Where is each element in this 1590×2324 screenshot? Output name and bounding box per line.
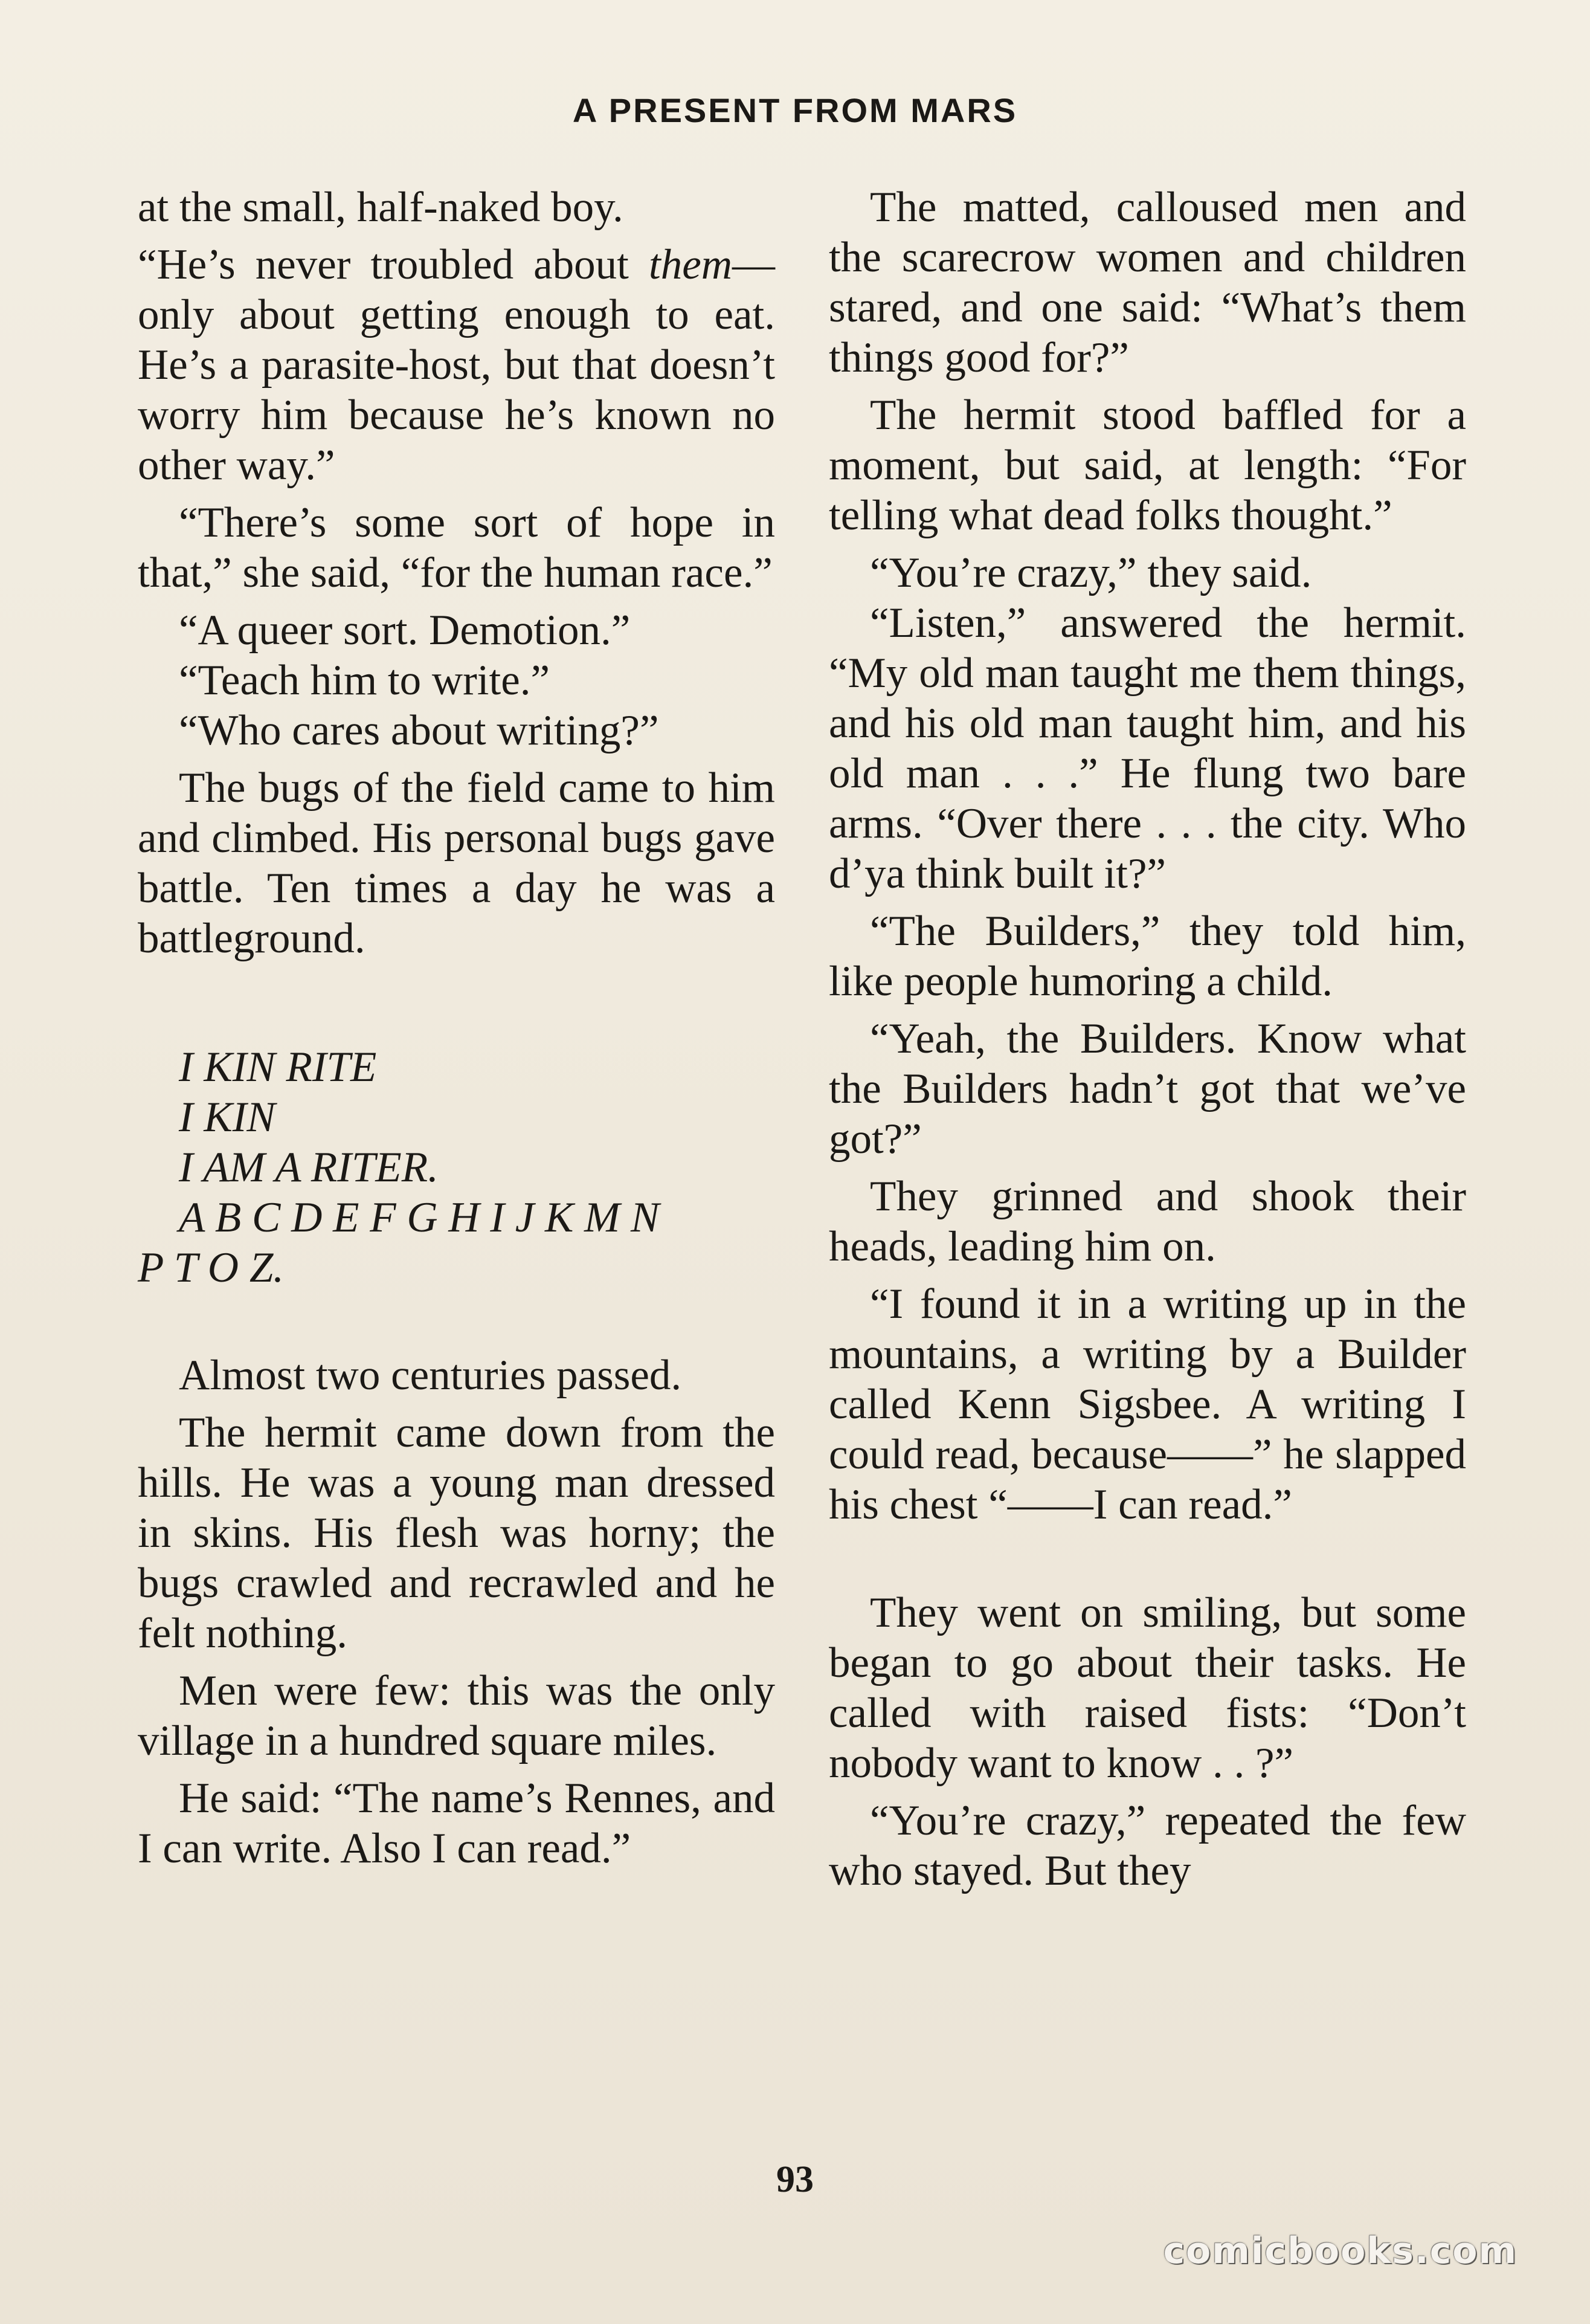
poem-line: A B C D E F G H I J K M N (179, 1194, 660, 1241)
paragraph (138, 240, 775, 491)
paragraph: “There’s some sort of hope in that,” she said, “for the human race.” (138, 499, 775, 596)
paragraph: The hermit came down from the hills. He was a young man dressed in skins. His flesh was horny; the bugs crawled and recrawled and he felt nothing. (138, 1409, 775, 1657)
paragraph: The bugs of the field came to him and climbed. His personal bugs gave battle. Ten times a day he was a battleground. (138, 764, 775, 962)
emphasis: them (648, 241, 732, 288)
paragraph: The hermit stood baffled for a moment, but said, at length: “For telling what dead folks thought.” (829, 392, 1466, 539)
paragraph: He said: “The name’s Rennes, and I can write. Also I can read.” (138, 1775, 775, 1872)
poem-line: I KIN RITE (179, 1044, 377, 1091)
paragraph: The matted, calloused men and the scarecrow women and children stared, and one said: “What’s them things good for?” (829, 184, 1466, 381)
running-head: A PRESENT FROM MARS (572, 91, 1018, 129)
watermark: comicbooks.com (1163, 2230, 1518, 2272)
right-column (829, 182, 1466, 1903)
paragraph: “Yeah, the Builders. Know what the Builders hadn’t got that we’ve got?” (829, 1015, 1466, 1163)
paragraph: Almost two centuries passed. (179, 1352, 682, 1399)
paragraph: “You’re crazy,” they said. (870, 549, 1312, 596)
poem (138, 1042, 775, 1293)
page-number: 93 (776, 2159, 814, 2200)
poem-line: I KIN (179, 1094, 275, 1141)
text-run: “He’s never troubled about (138, 241, 649, 288)
text-run: —only about getting enough to eat. He’s a parasite-host, but that doesn’t worry him because he’s known no other way.” (138, 241, 775, 489)
paragraph: “Listen,” answered the hermit. “My old man taught me them things, and his old man taught him, and his old man . . .” He flung two bare arms. “Over there . . . the city. Who d’ya think built it?” (829, 599, 1466, 897)
paragraph: “I found it in a writing up in the mountains, a writing by a Builder called Kenn Sigsbee. A writing I could read, because——” he slapped his chest “——I can read.” (829, 1280, 1466, 1528)
paragraph: They went on smiling, but some began to go about their tasks. He called with raised fists: “Don’t nobody want to know . . ?” (829, 1589, 1466, 1787)
left-column (138, 182, 775, 1881)
paragraph: “You’re crazy,” repeated the few who stayed. But they (829, 1797, 1466, 1894)
paragraph: “A queer sort. Demotion.” (179, 607, 631, 654)
paragraph: “The Builders,” they told him, like people humoring a child. (829, 908, 1466, 1005)
paragraph: at the small, half-naked boy. (138, 184, 623, 231)
paragraph: They grinned and shook their heads, leading him on. (829, 1173, 1466, 1270)
paragraph: “Who cares about writing?” (179, 707, 659, 754)
poem-line: I AM A RITER. (179, 1144, 439, 1191)
paragraph: “Teach him to write.” (179, 657, 550, 704)
poem-line: P T O Z. (138, 1244, 285, 1291)
paragraph: Men were few: this was the only village in a hundred square miles. (138, 1667, 775, 1764)
